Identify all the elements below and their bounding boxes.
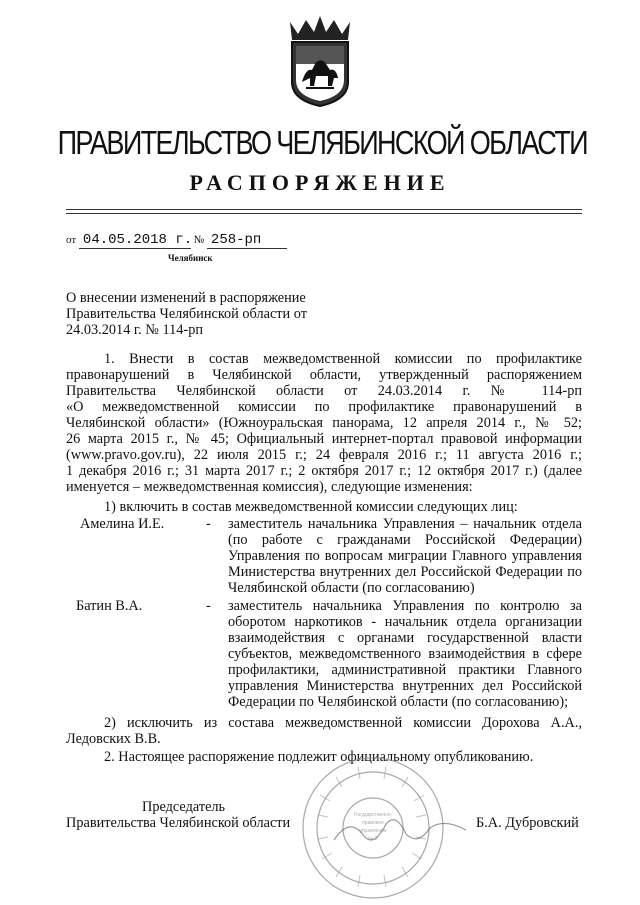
coat-of-arms-icon: [282, 12, 358, 108]
member-position-line: управления Министерства внутренних дел Российской: [228, 678, 582, 694]
paragraph-line: Правительства Челябинской области от 24.03.2014 г. № 114-рп: [66, 383, 582, 399]
member-position-line: Министерства внутренних дел Российской Федерации по: [228, 564, 582, 580]
paragraph-line: 1. Внести в состав межведомственной комиссии по профилактике: [104, 351, 582, 367]
item-2-line: Ледовских В.В.: [66, 731, 161, 747]
paragraph-line: правонарушений в Челябинской области, утвержденный распоряжением: [66, 367, 582, 383]
document-type: РАСПОРЯЖЕНИЕ: [189, 170, 451, 195]
handwritten-signature: [330, 810, 470, 850]
header-divider-bottom: [66, 213, 582, 214]
from-label: от: [66, 234, 77, 246]
paragraph-line: Челябинской области» (Южноуральская панорама, 12 апреля 2014 г., № 52;: [66, 415, 582, 431]
signatory-title: Правительства Челябинской области: [66, 815, 291, 831]
paragraph-line: 1 декабря 2016 г.; 31 марта 2017 г.; 2 октября 2017 г.; 12 октября 2017 г.) (далее: [66, 463, 582, 479]
stamp-text: Государственно-: [353, 812, 393, 818]
stamp-text: правовое: [362, 820, 384, 826]
stamp-text: управление: [359, 828, 387, 834]
member-name: Батин В.А.: [76, 598, 143, 614]
date-number-row: [66, 232, 287, 249]
member-dash: -: [206, 516, 211, 532]
header-divider-top: [66, 209, 582, 210]
subject-line: Правительства Челябинской области от: [66, 306, 307, 322]
paragraph-line: именуется – межведомственная комиссия), следующие изменения:: [66, 479, 473, 495]
signatory-title: Председатель: [142, 799, 226, 815]
member-position-line: Челябинской области (по согласованию): [228, 580, 475, 596]
member-dash: -: [206, 598, 211, 614]
document-date: 04.05.2018 г.: [79, 232, 191, 249]
member-position-line: оборотом наркотиков - начальник отдела организации: [228, 614, 582, 630]
member-position-line: (по работе с гражданами Российской Федерации): [228, 532, 582, 548]
city: Челябинск: [168, 253, 213, 263]
number-label: №: [193, 234, 205, 246]
item-1: 1) включить в состав межведомственной комиссии следующих лиц:: [104, 499, 518, 515]
item-2-line: 2) исключить из состава межведомственной комиссии Дорохова А.А.,: [104, 715, 582, 731]
government-title: ПРАВИТЕЛЬСТВО ЧЕЛЯБИНСКОЙ ОБЛАСТИ: [57, 124, 587, 161]
member-position-line: заместитель начальника Управления по контролю за: [228, 598, 582, 614]
member-position-line: заместитель начальника Управления – начальник отдела: [228, 516, 582, 532]
subject-line: О внесении изменений в распоряжение: [66, 290, 306, 306]
stamp-text: № 2: [368, 836, 378, 842]
member-position-line: взаимодействия с органами государственной власти: [228, 630, 582, 646]
signatory-name: Б.А. Дубровский: [476, 815, 579, 831]
paragraph-line: «О межведомственной комиссии по профилактике правонарушений в: [66, 399, 582, 415]
subject-line: 24.03.2014 г. № 114-рп: [66, 322, 203, 338]
member-position-line: Федерации по Челябинской области (по согласованию);: [228, 694, 569, 710]
member-position-line: Управления по вопросам миграции Главного управления: [228, 548, 582, 564]
member-position-line: профилактики, административной практики Главного: [228, 662, 582, 678]
member-position-line: субъектов, межведомственного взаимодействия в сфере: [228, 646, 582, 662]
document-number: 258-рп: [207, 232, 287, 249]
paragraph-2: 2. Настоящее распоряжение подлежит официальному опубликованию.: [104, 749, 534, 765]
member-name: Амелина И.Е.: [80, 516, 165, 532]
paragraph-line: 26 марта 2015 г., № 45; Официальный интернет-портал правовой информации: [66, 431, 582, 447]
paragraph-line: (www.pravo.gov.ru), 22 июля 2015 г.; 24 февраля 2016 г.; 11 августа 2016 г.;: [66, 447, 582, 463]
